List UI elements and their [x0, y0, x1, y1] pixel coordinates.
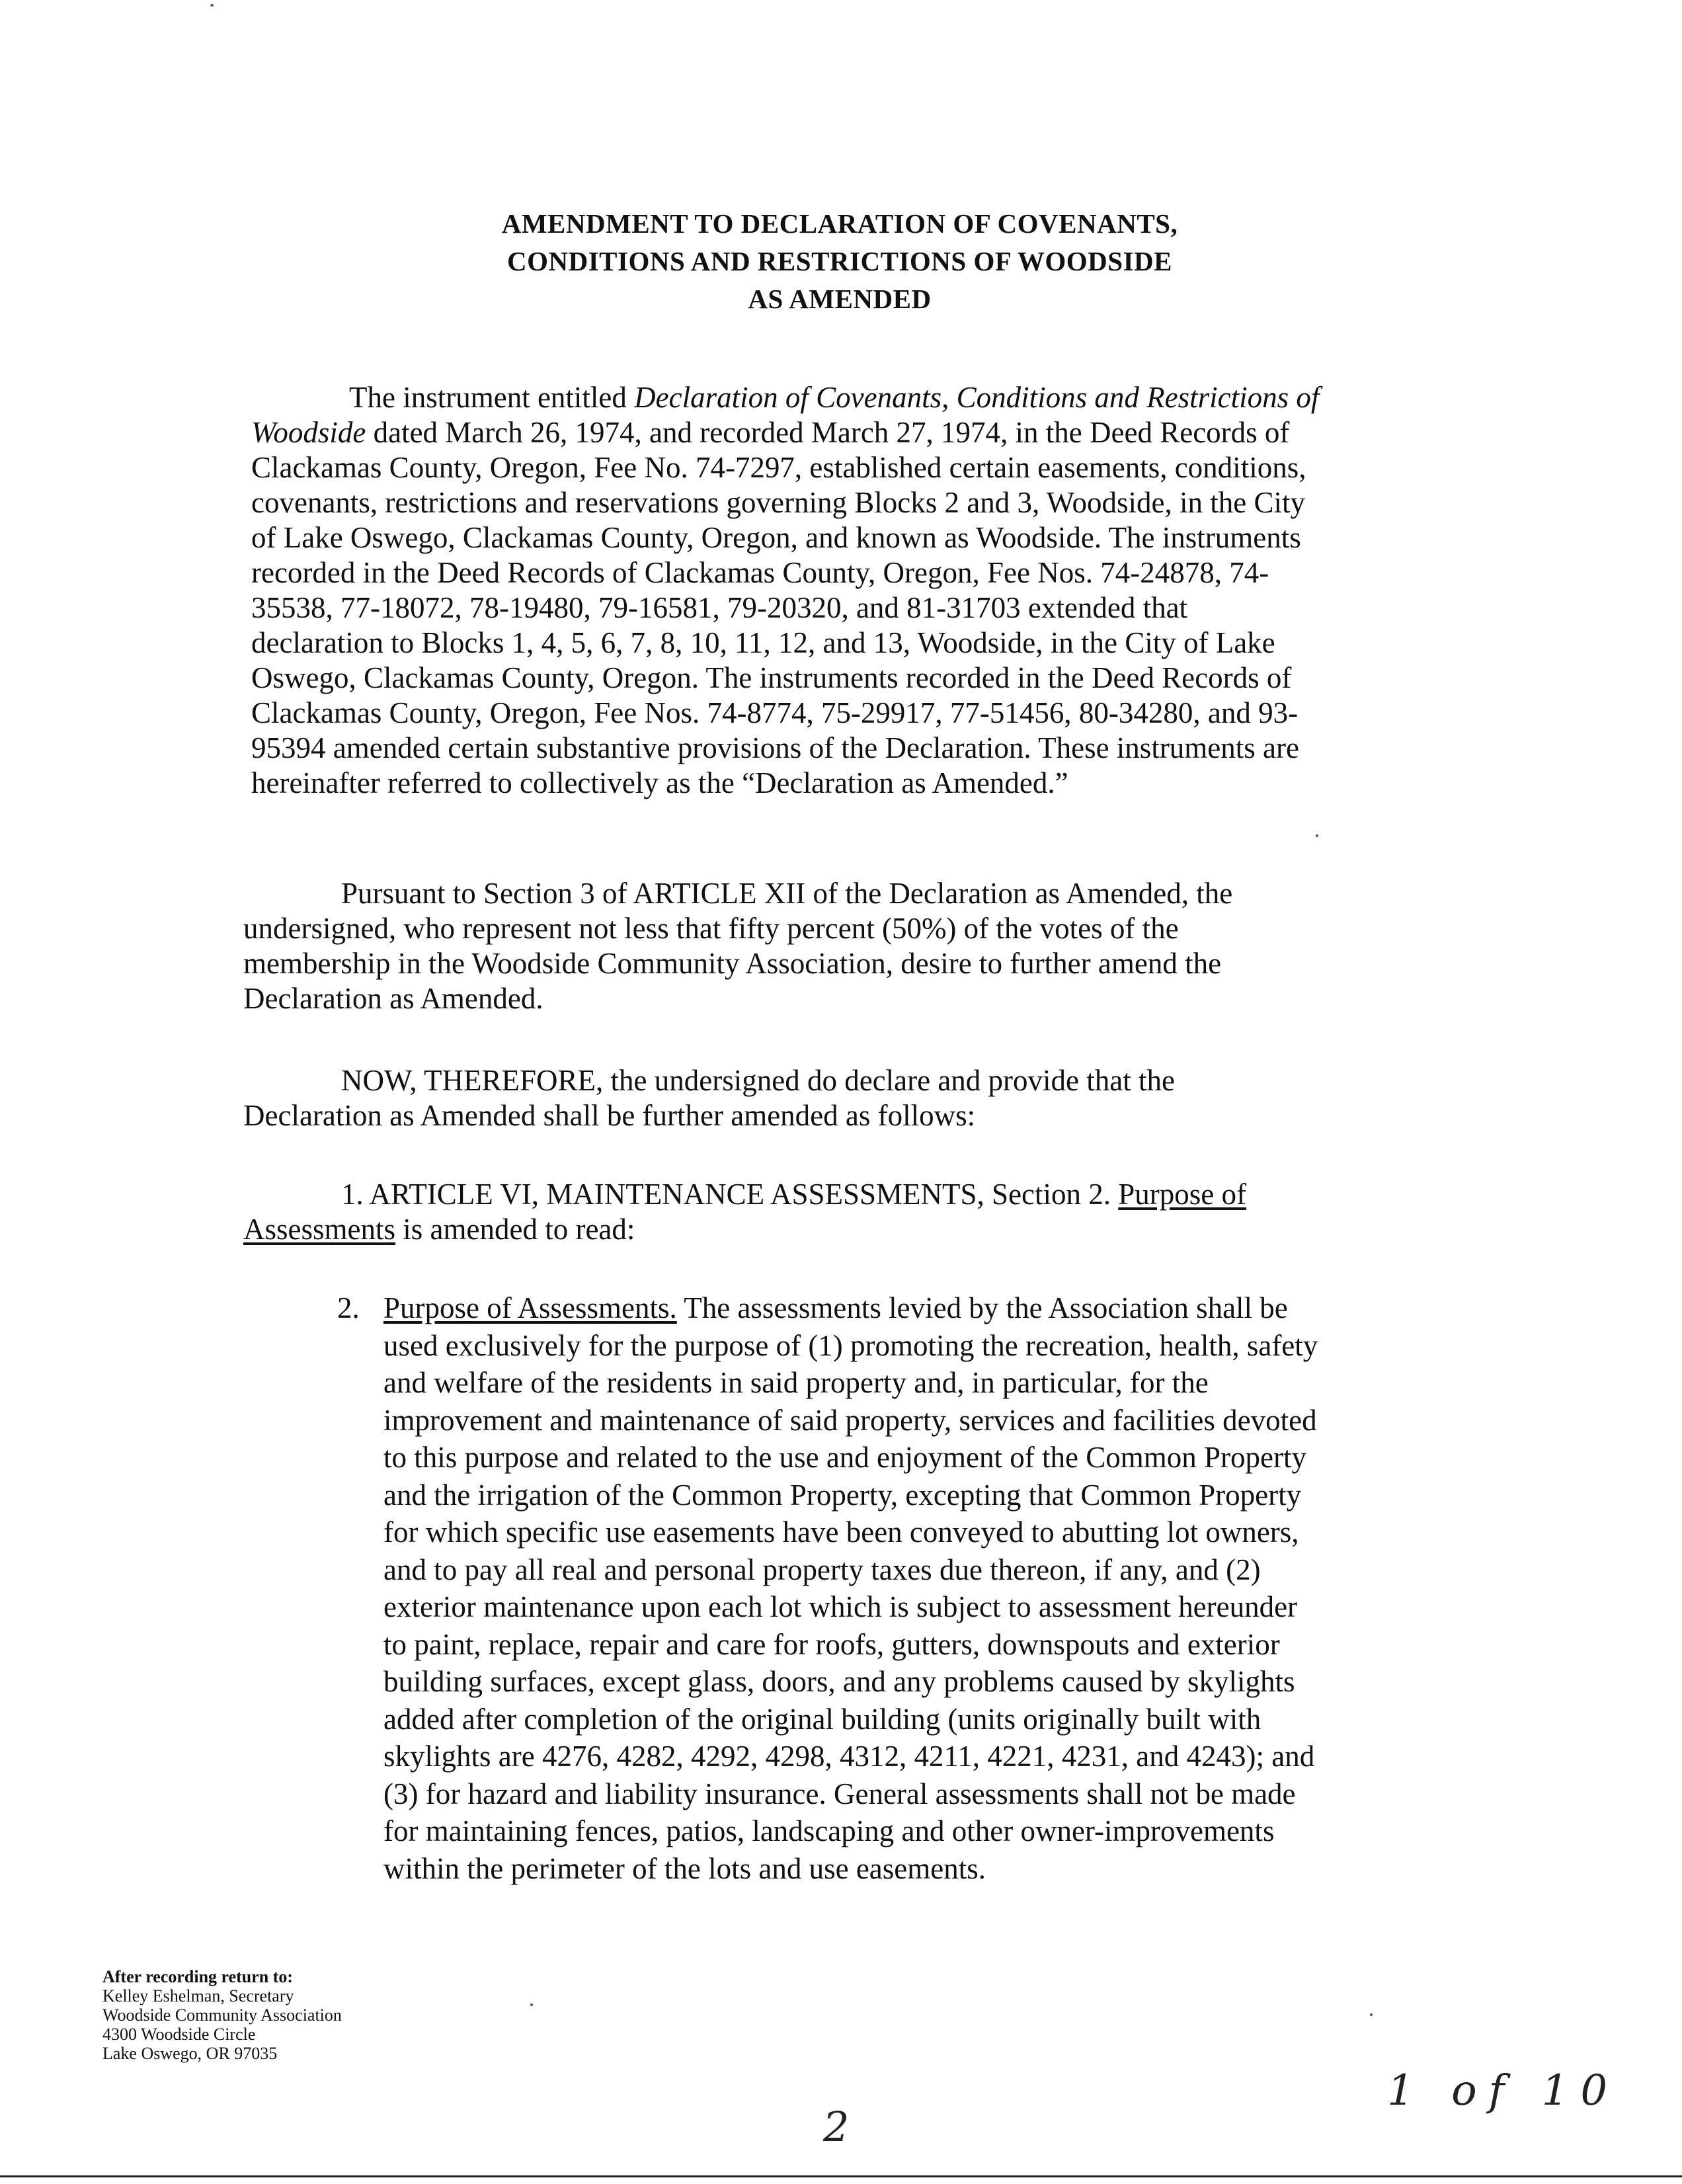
instrument-title-italic: Woodside: [251, 416, 366, 449]
text-line: to this purpose and related to the use and enjoyment of the Common Property: [383, 1441, 1306, 1474]
text-line: of Lake Oswego, Clackamas County, Oregon, and known as Woodside. The instruments: [251, 521, 1301, 554]
handwritten-page-mark: 2: [823, 2103, 850, 2151]
underlined-heading: Purpose of Assessments.: [383, 1291, 677, 1324]
scan-speck: [1316, 834, 1318, 837]
text-line: (3) for hazard and liability insurance. General assessments shall not be made: [383, 1777, 1296, 1810]
document-title: [238, 205, 1441, 318]
text-line: membership in the Woodside Community Association, desire to further amend the: [243, 947, 1222, 980]
text-line: exterior maintenance upon each lot which is subject to assessment hereunder: [383, 1590, 1298, 1623]
instrument-title-italic: Declaration of Covenants, Conditions and Restrictions of: [634, 381, 1320, 414]
text-line: and the irrigation of the Common Property, excepting that Common Property: [383, 1478, 1302, 1512]
text-line: Declaration as Amended.: [243, 982, 543, 1015]
underlined-heading: Purpose of: [1118, 1178, 1247, 1211]
paragraph-pursuant: [243, 876, 1427, 1016]
text-line: for which specific use easements have been conveyed to abutting lot owners,: [383, 1516, 1299, 1549]
title-line-1: AMENDMENT TO DECLARATION OF COVENANTS,: [501, 208, 1178, 239]
text-line: NOW, THEREFORE, the undersigned do declare and provide that the: [341, 1064, 1175, 1097]
text-line: improvement and maintenance of said property, services and facilities devoted: [383, 1403, 1317, 1437]
scan-speck: [530, 2003, 533, 2006]
amendment-item-1: [243, 1177, 1427, 1247]
text-line: added after completion of the original building (units originally built with: [383, 1702, 1262, 1736]
title-line-2: CONDITIONS AND RESTRICTIONS OF WOODSIDE: [506, 246, 1172, 276]
text-line: Assessments is amended to read:: [243, 1213, 635, 1246]
text-line: Clackamas County, Oregon, Fee Nos. 74-8774, 75-29917, 77-51456, 80-34280, and 93-: [251, 696, 1299, 729]
text-line: used exclusively for the purpose of (1) promoting the recreation, health, safety: [383, 1328, 1318, 1362]
text-line: Declaration as Amended shall be further amended as follows:: [243, 1099, 976, 1132]
paragraph-now-therefore: [243, 1063, 1427, 1133]
text-line: declaration to Blocks 1, 4, 5, 6, 7, 8, 10, 11, 12, and 13, Woodside, in the City of Lake: [251, 626, 1275, 659]
item-number: 2.: [337, 1291, 360, 1324]
item-body: [337, 1289, 1448, 1887]
bottom-scan-edge: [0, 2175, 1682, 2177]
text-line: 35538, 77-18072, 78-19480, 79-16581, 79-20320, and 81-31703 extended that: [251, 591, 1188, 624]
text-line: undersigned, who represent not less that fifty percent (50%) of the votes of the: [243, 912, 1179, 945]
return-street: 4300 Woodside Circle: [102, 2025, 256, 2044]
scan-speck: [210, 4, 214, 7]
text-line: 95394 amended certain substantive provisions of the Declaration. These instruments are: [251, 731, 1299, 764]
text-line: to paint, replace, repair and care for roofs, gutters, downspouts and exterior: [383, 1627, 1280, 1661]
return-address-block: [102, 1967, 342, 2063]
text-line: Woodside dated March 26, 1974, and recorded March 27, 1974, in the Deed Records of: [251, 416, 1290, 449]
paragraph-declaration-history: [251, 380, 1435, 801]
text-line: within the perimeter of the lots and use easements.: [383, 1851, 986, 1885]
return-heading: After recording return to:: [102, 1967, 294, 1986]
text-line: Clackamas County, Oregon, Fee No. 74-7297, established certain easements, conditions,: [251, 451, 1306, 484]
title-line-3: AS AMENDED: [748, 284, 932, 314]
text-line: and welfare of the residents in said property and, in particular, for the: [383, 1366, 1209, 1399]
text-line: and to pay all real and personal property taxes due thereon, if any, and (2): [383, 1553, 1261, 1586]
text-line: skylights are 4276, 4282, 4292, 4298, 4312, 4211, 4221, 4231, and 4243); and: [383, 1740, 1315, 1773]
return-city: Lake Oswego, OR 97035: [102, 2044, 278, 2063]
text-line: recorded in the Deed Records of Clackamas County, Oregon, Fee Nos. 74-24878, 74-: [251, 556, 1269, 589]
amendment-item-2: [337, 1289, 1448, 1887]
text-line: for maintaining fences, patios, landscaping and other owner-improvements: [383, 1814, 1275, 1847]
text-line: Pursuant to Section 3 of ARTICLE XII of the Declaration as Amended, the: [341, 877, 1233, 910]
text-line: 1. ARTICLE VI, MAINTENANCE ASSESSMENTS, Section 2. Purpose of: [341, 1178, 1247, 1211]
return-name: Kelley Eshelman, Secretary: [102, 1986, 294, 2005]
underlined-heading: Assessments: [243, 1213, 396, 1246]
text-line: Purpose of Assessments. The assessments levied by the Association shall be: [383, 1291, 1288, 1324]
return-organization: Woodside Community Association: [102, 2005, 342, 2025]
text-line: covenants, restrictions and reservations governing Blocks 2 and 3, Woodside, in the City: [251, 486, 1306, 519]
text-line: building surfaces, except glass, doors, and any problems caused by skylights: [383, 1665, 1295, 1698]
handwritten-sheet-count: 1 of 10: [1387, 2066, 1620, 2115]
scan-speck: [1370, 2013, 1373, 2016]
text-line: The instrument entitled Declaration of Covenants, Conditions and Restrictions of: [349, 381, 1320, 414]
text-line: Oswego, Clackamas County, Oregon. The instruments recorded in the Deed Records of: [251, 661, 1292, 694]
text-line: hereinafter referred to collectively as the “Declaration as Amended.”: [251, 766, 1068, 799]
